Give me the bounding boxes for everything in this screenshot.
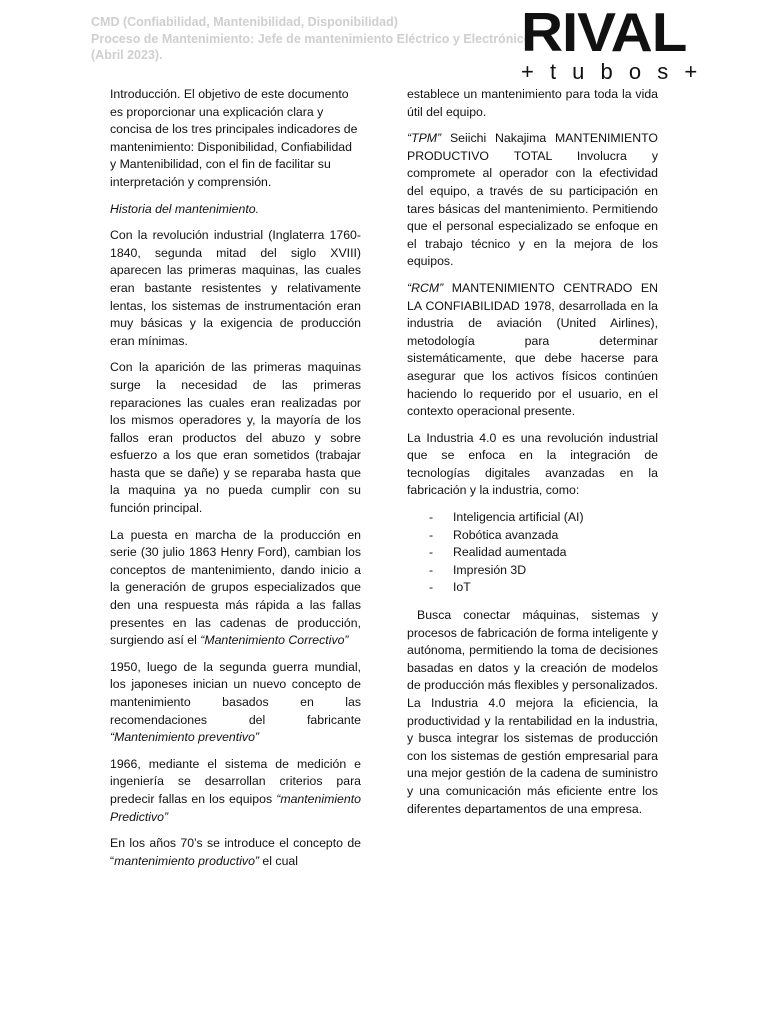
list-item: - IoT	[407, 579, 658, 597]
p70s-text-a: En los años 70’s se introduce el concepto de “	[110, 836, 361, 868]
intro-paragraph	[110, 86, 361, 192]
right-column	[407, 86, 658, 827]
paragraph-continuation: establece un mantenimiento para toda la vida útil del equipo.	[407, 87, 658, 119]
logo-wordmark: RIVAL	[521, 1, 687, 63]
left-column	[110, 86, 361, 879]
paragraph-rcm	[407, 280, 658, 421]
paragraph-repairs: Con la aparición de las primeras maquinas surge la necesidad de las primeras reparaciones las cuales eran realizadas por los mismos operadores y, la mayoría de los fallos eran productos del abuzo y sobre esfuerzo a los que eran sometidos (trabajar hasta que se dañe) y se reparaba hasta que la maquina ya no pueda cumplir con su función principal.	[110, 360, 361, 516]
paragraph-1966	[110, 756, 361, 826]
paragraph-serie	[110, 527, 361, 650]
list-item: - Realidad aumentada	[407, 544, 658, 562]
list-item: - Robótica avanzada	[407, 527, 658, 545]
tpm-text: Seiichi Nakajima MANTENIMIENTO PRODUCTIVO TOTAL Involucra y compromete al operador con la efectividad del equipo, a través de su participación en tares básicas del mantenimiento. Permitiendo que el personal especializado se enfoque en el trabajo técnico y en la mejora de los equipos.	[407, 131, 658, 269]
header-line-1: CMD (Confiabilidad, Mantenibilidad, Disponibilidad)	[91, 15, 398, 29]
header-line-3: (Abril 2023).	[91, 48, 163, 62]
p1950-text: 1950, luego de la segunda guerra mundial, los japoneses inician un nuevo concepto de mantenimiento basados en las recomendaciones del fabricante	[110, 659, 361, 727]
rcm-emphasis: “RCM”	[407, 280, 444, 295]
intro-label: Introducción.	[110, 87, 181, 101]
technology-list	[407, 509, 658, 597]
header-line-2: Proceso de Mantenimiento: Jefe de mantenimiento Eléctrico y Electrónico	[91, 31, 532, 46]
p1950-emphasis: “Mantenimiento preventivo”	[110, 730, 259, 745]
paragraph-tpm	[407, 130, 658, 271]
p70s-text-b: el cual	[259, 853, 298, 868]
rival-tubos-logo	[521, 1, 703, 84]
document-header	[91, 14, 531, 64]
logo-subtitle: + t u b o s +	[521, 59, 703, 84]
tpm-emphasis: “TPM”	[407, 131, 442, 146]
paragraph-industria: La Industria 4.0 es una revolución industrial que se enfoca en la integración de tecnologías digitales avanzadas en la fabricación y la industria, como:	[407, 430, 658, 498]
serie-emphasis: “Mantenimiento Correctivo”	[200, 633, 349, 648]
paragraph-revolution: Con la revolución industrial (Inglaterra 1760-1840, segunda mitad del siglo XVIII) aparecen las primeras maquinas, las cuales eran bastante resistentes y relativamente lentas, los sistemas de instrumentación eran muy básicas y la exigencia de producción eran mínimas.	[110, 228, 361, 348]
list-item: - Impresión 3D	[407, 562, 658, 580]
p1966-text: 1966, mediante el sistema de medición e ingeniería se desarrollan criterios para predecir fallas en los equipos	[110, 756, 361, 806]
paragraph-busca: Busca conectar máquinas, sistemas y procesos de fabricación de forma inteligente y autónoma, permitiendo la toma de decisiones basadas en datos y la creación de modelos de producción más flexibles y personalizados. La Industria 4.0 mejora la eficiencia, la productividad y la rentabilidad en la industria, y busca integrar los sistemas de producción con los sistemas de gestión empresarial para una mejor gestión de la cadena de suministro y una comunicación más eficiente entre los diferentes departamentos de una empresa.	[407, 608, 658, 816]
paragraph-70s	[110, 835, 361, 870]
rcm-text: MANTENIMIENTO CENTRADO EN LA CONFIABILIDAD 1978, desarrollada en la industria de aviación (United Airlines), metodología para determinar sistemáticamente, que debe hacerse para asegurar que los activos físicos continúen haciendo lo requerido por el usuario, en el contexto operacional presente.	[407, 280, 658, 419]
list-item: - Inteligencia artificial (AI)	[407, 509, 658, 527]
p1966-emphasis: “mantenimiento Predictivo”	[110, 791, 361, 824]
history-title: Historia del mantenimiento.	[110, 201, 259, 216]
serie-text: La puesta en marcha de la producción en serie (30 julio 1863 Henry Ford), cambian los conceptos de mantenimiento, dando inicio a la generación de grupos especializados que den una respuesta más rápida a las fallas presentes en las cadenas de producción, surgiendo así el	[110, 527, 361, 648]
intro-text: El objetivo de este documento es proporcionar una explicación clara y concisa de los tres principales indicadores de mantenimiento: Disponibilidad, Confiabilidad y Mantenibilidad, con el fin de facilitar su interpretación y comprensión.	[110, 87, 358, 189]
paragraph-1950	[110, 659, 361, 747]
p70s-emphasis: mantenimiento productivo”	[114, 853, 260, 868]
